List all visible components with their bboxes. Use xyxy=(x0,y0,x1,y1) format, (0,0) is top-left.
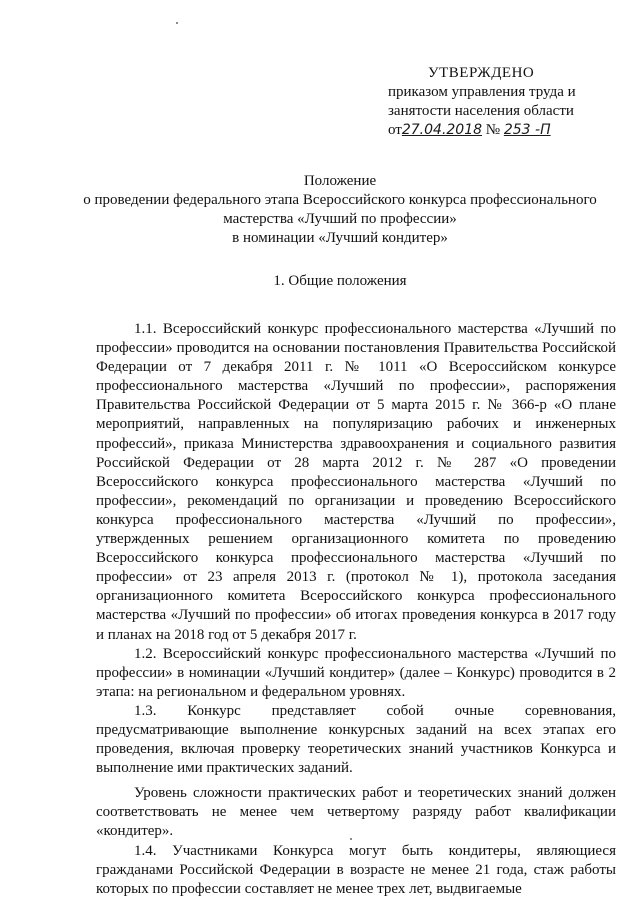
paragraph-1-4: 1.4. Участниками Конкурса могут быть кондитеры, являющиеся гражданами Российской Федерации в возрасте не менее 21 года, стаж работы которых по профессии составляет не менее трех лет, выдвигаемые xyxy=(96,842,616,897)
paragraph-complexity: Уровень сложности практических работ и теоретических знаний должен соответствовать не менее чем четвертому разряду работ квалификации «кондитер». xyxy=(96,785,616,840)
document-title xyxy=(60,172,620,248)
title-line-2: о проведении федерального этапа Всероссийского конкурса профессионального xyxy=(83,192,597,208)
approval-line-1: приказом управления труда и xyxy=(388,84,576,100)
paragraph-1-3: 1.3. Конкурс представляет собой очные соревнования, предусматривающие выполнение конкурсных заданий на всех этапах его проведения, включая проверку теоретических знаний участников Конкурса и выполнение ими практических заданий. xyxy=(96,702,616,777)
approval-line-2: занятости населения области xyxy=(388,103,574,119)
scan-speck xyxy=(176,22,178,24)
document-body xyxy=(96,320,616,899)
paragraph-1-1: 1.1. Всероссийский конкурс профессионального мастерства «Лучший по профессии» проводится на основании постановления Правительства Российской Федерации от 7 декабря 2011 г. № 1011 «О Всероссийском конкурсе профессионального мастерства «Лучший по профессии», распоряжения Правительства Российской Федерации от 5 марта 2015 г. № 366-р «О плане мероприятий, направленных на популяризацию рабочих и инженерных профессий», приказа Министерства здравоохранения и социального развития Российской Федерации от 28 марта 2012 г. № 287 «О проведении Всероссийского конкурса профессионального мастерства «Лучший по профессии», рекомендаций по организации и проведению Всероссийского конкурса профессионального мастерства «Лучший по профессии», утвержденных решением организационного комитета по проведению Всероссийского конкурса профессионального мастерства «Лучший по профессии» от 23 апреля 2013 г. (протокол № 1), протокола заседания организационного комитета Всероссийского конкурса профессионального мастерства «Лучший по профессии» об итогах проведения конкурса в 2017 году и планах на 2018 год от 5 декабря 2017 г. xyxy=(96,321,616,643)
approval-number: 253 -П xyxy=(503,122,551,138)
paragraph-1-2: 1.2. Всероссийский конкурс профессионального мастерства «Лучший по профессии» в номинации «Лучший кондитер» (далее – Конкурс) проводится в 2 этапа: на региональном и федеральном уровнях. xyxy=(96,645,616,700)
title-line-4: в номинации «Лучший кондитер» xyxy=(232,230,448,246)
scan-speck xyxy=(350,838,352,840)
approval-order-line xyxy=(388,121,618,140)
section-heading: 1. Общие положения xyxy=(273,273,407,289)
approval-stamp-block xyxy=(388,64,618,140)
approval-title: УТВЕРЖДЕНО xyxy=(428,65,535,81)
approval-number-prefix: № xyxy=(485,122,501,138)
approval-date: 27.04.2018 xyxy=(401,122,483,138)
title-line-3: мастерства «Лучший по профессии» xyxy=(223,211,457,227)
title-line-1: Положение xyxy=(303,173,377,189)
approval-from-prefix: от xyxy=(388,122,402,138)
